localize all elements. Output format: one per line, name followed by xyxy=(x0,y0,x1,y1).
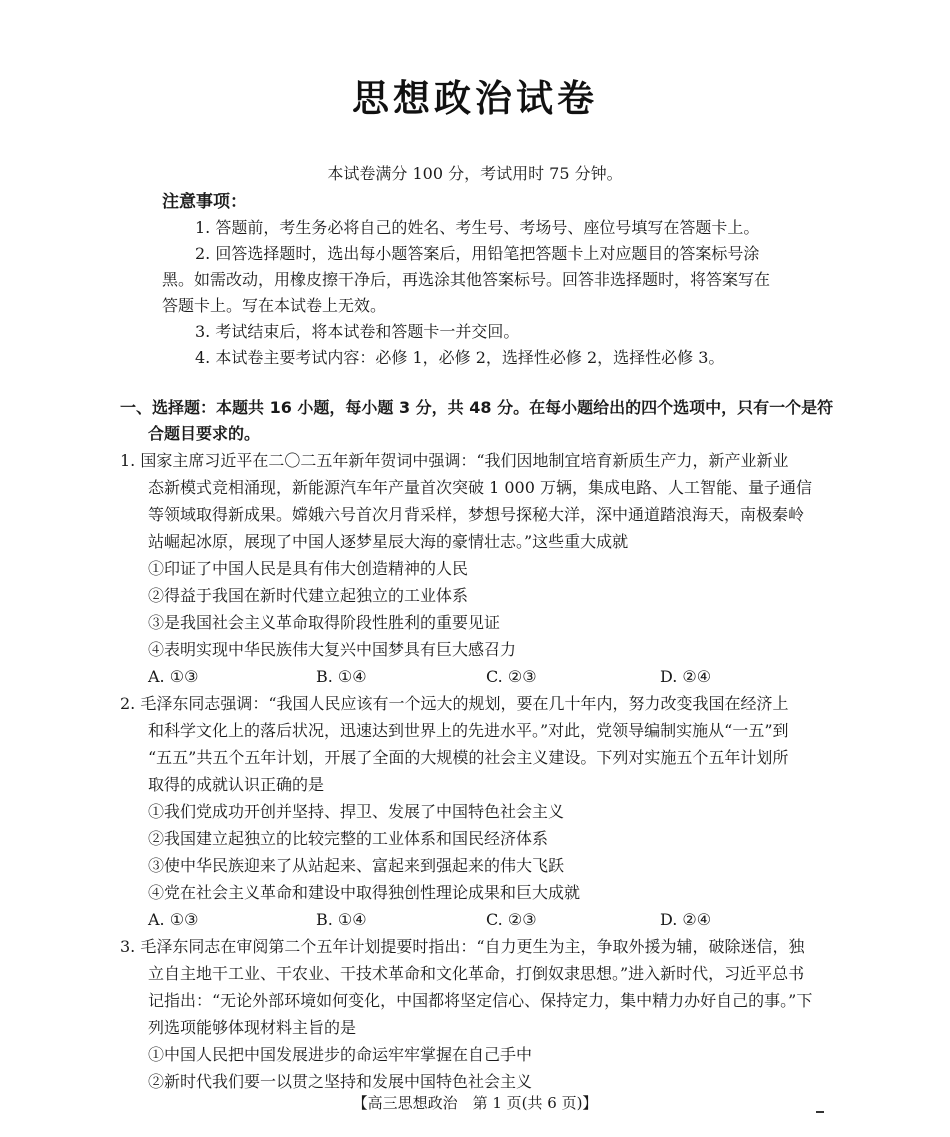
option-c: C. ②③ xyxy=(486,910,537,929)
question-stem: 立自主地干工业、干农业、干技术革命和文化革命，打倒奴隶思想。”进入新时代，习近平总书 xyxy=(148,964,805,983)
notes-line: 4. 本试卷主要考试内容：必修 1，必修 2，选择性必修 2，选择性必修 3。 xyxy=(195,348,725,367)
statement: ①我们党成功开创并坚持、捍卫、发展了中国特色社会主义 xyxy=(148,802,565,821)
notes-line: 3. 考试结束后，将本试卷和答题卡一并交回。 xyxy=(195,322,520,341)
notes-line: 黑。如需改动，用橡皮擦干净后，再选涂其他答案标号。回答非选择题时，将答案写在 xyxy=(162,270,771,289)
question-stem: 等领域取得新成果。嫦娥六号首次月背采样，梦想号探秘大洋，深中通道踏浪海天，南极秦岭 xyxy=(148,505,805,524)
statement: ①印证了中国人民是具有伟大创造精神的人民 xyxy=(148,559,469,578)
page-title: 思想政治试卷 xyxy=(352,77,598,120)
option-b: B. ①④ xyxy=(316,667,367,686)
notes-line: 2. 回答选择题时，选出每小题答案后，用铅笔把答题卡上对应题目的答案标号涂 xyxy=(195,244,760,263)
answer-options xyxy=(148,667,868,687)
section-heading: 一、选择题：本题共 16 小题，每小题 3 分，共 48 分。在每小题给出的四个选项中，只有一个是符 xyxy=(120,398,834,417)
corner-mark xyxy=(816,1111,824,1113)
statement: ④表明实现中华民族伟大复兴中国梦具有巨大感召力 xyxy=(148,640,517,659)
exam-intro: 本试卷满分 100 分，考试用时 75 分钟。 xyxy=(327,164,623,183)
statement: ②新时代我们要一以贯之坚持和发展中国特色社会主义 xyxy=(148,1072,533,1091)
question-stem: “五五”共五个五年计划，开展了全面的大规模的社会主义建设。下列对实施五个五年计划所 xyxy=(148,748,789,767)
question-stem: 取得的成就认识正确的是 xyxy=(148,775,325,794)
notes-line: 1. 答题前，考生务必将自己的姓名、考生号、考场号、座位号填写在答题卡上。 xyxy=(195,218,760,237)
option-a: A. ①③ xyxy=(148,910,199,929)
question-stem: 记指出：“无论外部环境如何变化，中国都将坚定信心、保持定力，集中精力办好自己的事。”下 xyxy=(148,991,813,1010)
option-d: D. ②④ xyxy=(660,910,712,929)
question-stem: 态新模式竞相涌现，新能源汽车年产量首次突破 1 000 万辆，集成电路、人工智能、量子通信 xyxy=(148,478,812,497)
answer-options xyxy=(148,910,868,930)
question-stem: 和科学文化上的落后状况，迅速达到世界上的先进水平。”对此，党领导编制实施从“一五”到 xyxy=(148,721,789,740)
statement: ③是我国社会主义革命取得阶段性胜利的重要见证 xyxy=(148,613,501,632)
option-d: D. ②④ xyxy=(660,667,712,686)
option-b: B. ①④ xyxy=(316,910,367,929)
page-footer: 【高三思想政治 第 1 页(共 6 页)】 xyxy=(352,1094,598,1112)
statement: ②我国建立起独立的比较完整的工业体系和国民经济体系 xyxy=(148,829,549,848)
statement: ②得益于我国在新时代建立起独立的工业体系 xyxy=(148,586,469,605)
section-heading-cont: 合题目要求的。 xyxy=(148,424,261,443)
statement: ③使中华民族迎来了从站起来、富起来到强起来的伟大飞跃 xyxy=(148,856,565,875)
statement: ④党在社会主义革命和建设中取得独创性理论成果和巨大成就 xyxy=(148,883,581,902)
question-stem: 站崛起冰原，展现了中国人逐梦星辰大海的豪情壮志。”这些重大成就 xyxy=(148,532,629,551)
question-stem: 列选项能够体现材料主旨的是 xyxy=(148,1018,357,1037)
statement: ①中国人民把中国发展进步的命运牢牢掌握在自己手中 xyxy=(148,1045,533,1064)
question-stem: 3. 毛泽东同志在审阅第二个五年计划提要时指出：“自力更生为主，争取外援为辅，破除迷信，独 xyxy=(120,937,805,956)
option-a: A. ①③ xyxy=(148,667,199,686)
notes-heading: 注意事项： xyxy=(162,192,247,212)
question-stem: 2. 毛泽东同志强调：“我国人民应该有一个远大的规划，要在几十年内，努力改变我国在经济上 xyxy=(120,694,789,713)
notes-line: 答题卡上。写在本试卷上无效。 xyxy=(162,296,387,315)
option-c: C. ②③ xyxy=(486,667,537,686)
question-stem: 1. 国家主席习近平在二〇二五年新年贺词中强调：“我们因地制宜培育新质生产力，新产业新业 xyxy=(120,451,789,470)
